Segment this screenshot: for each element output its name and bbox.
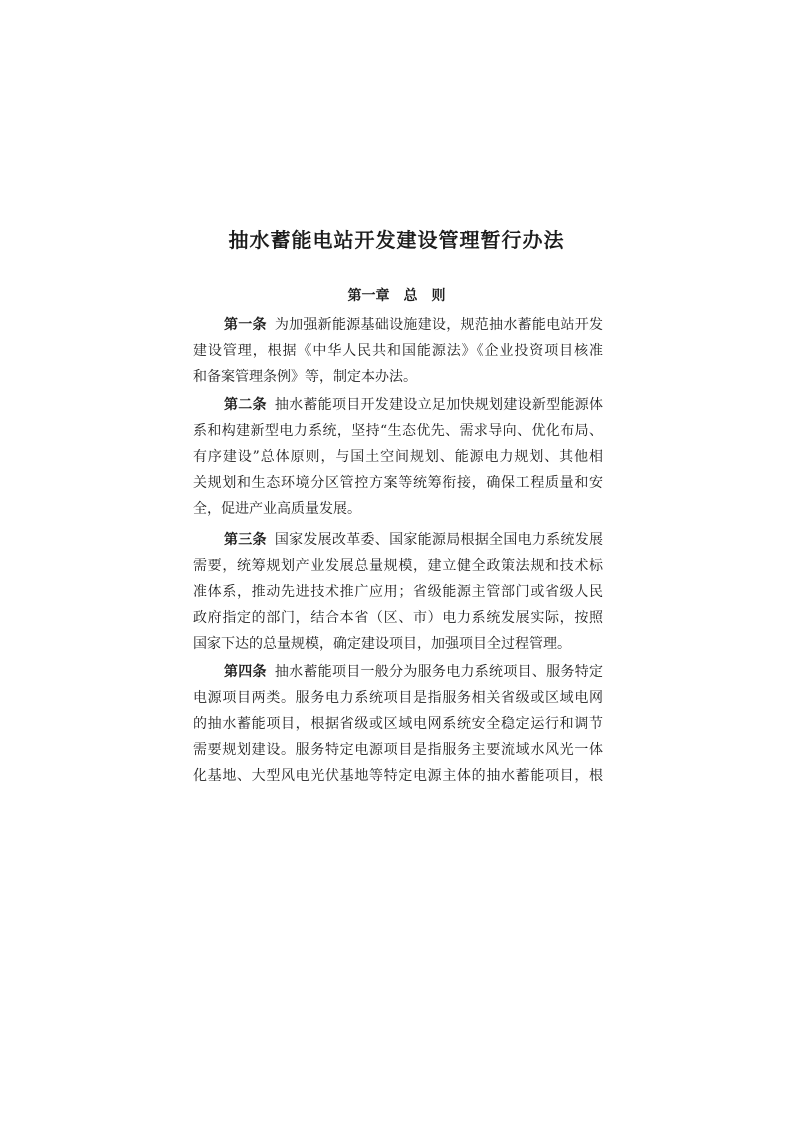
- paragraph-line: 和备案管理条例》等，制定本办法。: [193, 369, 417, 385]
- paragraph-line: 化基地、大型风电光伏基地等特定电源主体的抽水蓄能项目，根: [193, 768, 603, 784]
- paragraph-line: 有序建设”总体原则，与国土空间规划、能源电力规划、其他相: [193, 449, 603, 465]
- paragraph-line: 全，促进产业高质量发展。: [193, 501, 361, 517]
- article-label: 第四条: [224, 664, 267, 680]
- chapter-heading: 第一章 总 则: [347, 288, 446, 304]
- paragraph-line: 电源项目两类。服务电力系统项目是指服务相关省级或区域电网: [193, 690, 603, 706]
- article-3: [193, 527, 603, 657]
- paragraph-line: [193, 312, 603, 338]
- article-1: [193, 312, 603, 390]
- article-2: [193, 392, 603, 522]
- paragraph-line: [193, 659, 603, 685]
- paragraph-line: 需要规划建设。服务特定电源项目是指服务主要流域水风光一体: [193, 742, 603, 758]
- paragraph-line: [193, 527, 603, 553]
- document-title: 抽水蓄能电站开发建设管理暂行办法: [228, 228, 565, 252]
- paragraph-line: 需要，统筹规划产业发展总量规模，建立健全政策法规和技术标: [193, 558, 603, 574]
- paragraph-line: 准体系，推动先进技术推广应用；省级能源主管部门或省级人民: [193, 584, 603, 600]
- paragraph-line: 政府指定的部门，结合本省（区、市）电力系统发展实际，按照: [193, 610, 603, 626]
- paragraph-line: [193, 392, 603, 418]
- article-label: 第三条: [224, 532, 267, 548]
- paragraph-line: 关规划和生态环境分区管控方案等统筹衔接，确保工程质量和安: [193, 475, 603, 491]
- paragraph-line: 建设管理，根据《中华人民共和国能源法》《企业投资项目核准: [193, 343, 603, 359]
- paragraph-line: 的抽水蓄能项目，根据省级或区域电网系统安全稳定运行和调节: [193, 716, 603, 732]
- article-text: 为加强新能源基础设施建设，规范抽水蓄能电站开发: [274, 317, 603, 333]
- article-4: [193, 659, 603, 789]
- article-text: 国家发展改革委、国家能源局根据全国电力系统发展: [274, 532, 603, 548]
- document-body: [193, 312, 603, 789]
- paragraph-line: 国家下达的总量规模，确定建设项目，加强项目全过程管理。: [193, 636, 571, 652]
- article-label: 第一条: [224, 317, 267, 333]
- article-label: 第二条: [224, 397, 267, 413]
- article-text: 抽水蓄能项目开发建设立足加快规划建设新型能源体: [274, 397, 603, 413]
- article-text: 抽水蓄能项目一般分为服务电力系统项目、服务特定: [274, 664, 603, 680]
- paragraph-line: 系和构建新型电力系统，坚持“生态优先、需求导向、优化布局、: [193, 423, 603, 439]
